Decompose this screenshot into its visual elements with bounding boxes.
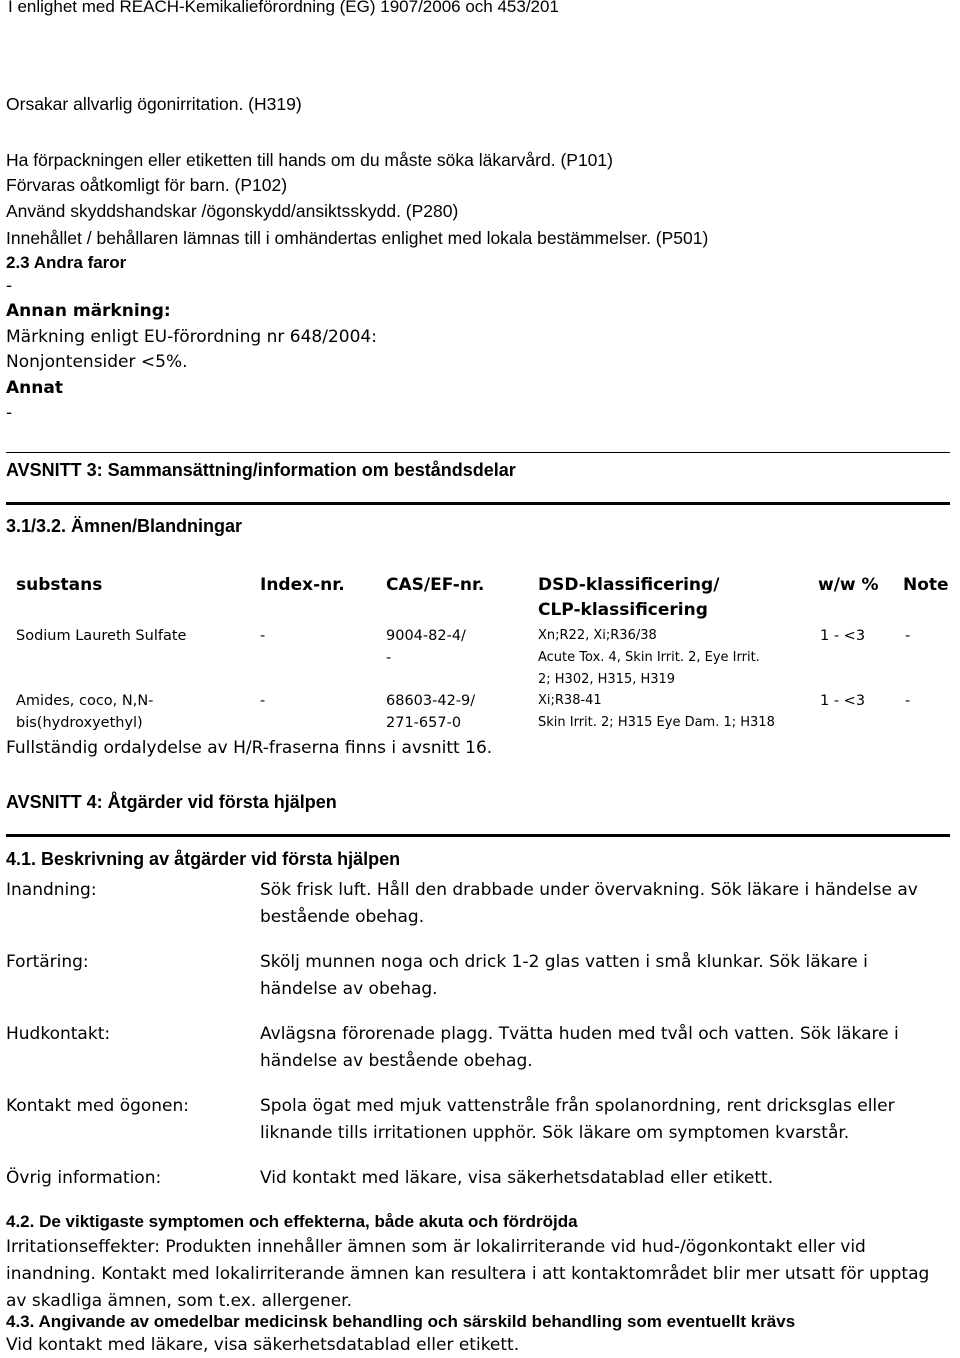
table-cell-substance: Sodium Laureth Sulfate — [16, 628, 187, 644]
dash: - — [6, 276, 13, 296]
table-cell-cas: 68603-42-9/ — [386, 693, 476, 709]
table-cell-ww: 1 - <3 — [820, 693, 866, 709]
section-3-heading: AVSNITT 3: Sammansättning/information om beståndsdelar — [6, 460, 516, 480]
section-4-heading: AVSNITT 4: Åtgärder vid första hjälpen — [6, 792, 337, 812]
measure-text: Vid kontakt med läkare, visa säkerhetsdatablad eller etikett. — [260, 1168, 774, 1188]
table-cell-cas: - — [386, 650, 392, 666]
table-cell-index: - — [260, 628, 266, 644]
other-heading: Annat — [6, 378, 63, 398]
precaution-statement: Ha förpackningen eller etiketten till hands om du måste söka läkarvård. (P101) — [6, 150, 613, 170]
table-header-note: Note — [903, 575, 949, 595]
section-3-subheading: 3.1/3.2. Ämnen/Blandningar — [6, 516, 243, 536]
table-cell-classification: Xi;R38-41 — [538, 693, 602, 708]
table-cell-classification: Acute Tox. 4, Skin Irrit. 2, Eye Irrit. — [538, 650, 760, 665]
table-cell-substance: bis(hydroxyethyl) — [16, 715, 143, 731]
measure-label: Kontakt med ögonen: — [6, 1096, 190, 1116]
measure-text: Skölj munnen noga och drick 1-2 glas vatten i små klunkar. Sök läkare i händelse av obehag. — [260, 952, 868, 999]
measure-label: Övrig information: — [6, 1168, 162, 1188]
other-label-text: Nonjontensider <5%. — [6, 352, 188, 372]
table-header-ww: w/w % — [818, 575, 879, 595]
table-cell-ww: 1 - <3 — [820, 628, 866, 644]
section-divider-thick — [6, 502, 950, 505]
table-cell-classification: Xn;R22, Xi;R36/38 — [538, 628, 657, 643]
precaution-statement: Använd skyddshandskar /ögonskydd/ansiktsskydd. (P280) — [6, 201, 459, 221]
table-header-substance: substans — [16, 575, 103, 595]
hazard-statement: Orsakar allvarlig ögonirritation. (H319) — [6, 94, 302, 114]
dash: - — [6, 403, 13, 423]
table-footnote: Fullständig ordalydelse av H/R-fraserna finns i avsnitt 16. — [6, 738, 493, 758]
table-cell-cas: 271-657-0 — [386, 715, 462, 731]
section-2-3-heading: 2.3 Andra faror — [6, 253, 127, 272]
table-cell-substance: Amides, coco, N,N- — [16, 693, 154, 709]
table-header-classification: DSD-klassificering/ — [538, 575, 720, 595]
measure-text: Sök frisk luft. Håll den drabbade under övervakning. Sök läkare i händelse av bestående obehag. — [260, 880, 918, 927]
section-4-2-heading: 4.2. De viktigaste symptomen och effekterna, både akuta och fördröjda — [6, 1212, 578, 1231]
other-label-text: Märkning enligt EU-förordning nr 648/2004: — [6, 327, 377, 347]
table-cell-cas: 9004-82-4/ — [386, 628, 466, 644]
measure-text: Spola ögat med mjuk vattenstråle från spolanordning, rent dricksglas eller liknande tills irritationen upphör. Sök läkare om symptomen kvarstår. — [260, 1096, 895, 1143]
document-header: I enlighet med REACH-Kemikalieförordning (EG) 1907/2006 och 453/201 — [8, 0, 559, 16]
measure-text: Avlägsna förorenade plagg. Tvätta huden med tvål och vatten. Sök läkare i händelse av bestående obehag. — [260, 1024, 899, 1071]
table-header-classification: CLP-klassificering — [538, 600, 708, 620]
section-divider-thick — [6, 834, 950, 837]
table-header-cas: CAS/EF-nr. — [386, 575, 485, 595]
section-divider — [6, 452, 950, 453]
table-cell-classification: 2; H302, H315, H319 — [538, 672, 676, 687]
section-4-2-text: Irritationseffekter: Produkten innehåller ämnen som är lokalirriterande vid hud-/ögonkontakt eller vid inandning. Kontakt med lokalirriterande ämnen kan resultera i att kontaktområdet blir mer utsatt för upptag av skadliga ämnen, som t.ex. allergener. — [6, 1237, 930, 1311]
precaution-statement: Förvaras oåtkomligt för barn. (P102) — [6, 175, 288, 195]
section-4-3-heading: 4.3. Angivande av omedelbar medicinsk behandling och särskild behandling som eventuellt krävs — [6, 1312, 796, 1331]
measure-label: Inandning: — [6, 880, 97, 900]
table-cell-note: - — [905, 693, 911, 709]
measure-label: Fortäring: — [6, 952, 89, 972]
table-cell-index: - — [260, 693, 266, 709]
other-label-heading: Annan märkning: — [6, 301, 171, 321]
precaution-statement: Innehållet / behållaren lämnas till i omhändertas enlighet med lokala bestämmelser. (P501) — [6, 228, 709, 248]
table-header-index: Index-nr. — [260, 575, 345, 595]
section-4-3-text: Vid kontakt med läkare, visa säkerhetsdatablad eller etikett. — [6, 1335, 520, 1355]
measure-label: Hudkontakt: — [6, 1024, 111, 1044]
section-4-1-heading: 4.1. Beskrivning av åtgärder vid första hjälpen — [6, 849, 401, 869]
table-cell-note: - — [905, 628, 911, 644]
table-cell-classification: Skin Irrit. 2; H315 Eye Dam. 1; H318 — [538, 715, 775, 730]
